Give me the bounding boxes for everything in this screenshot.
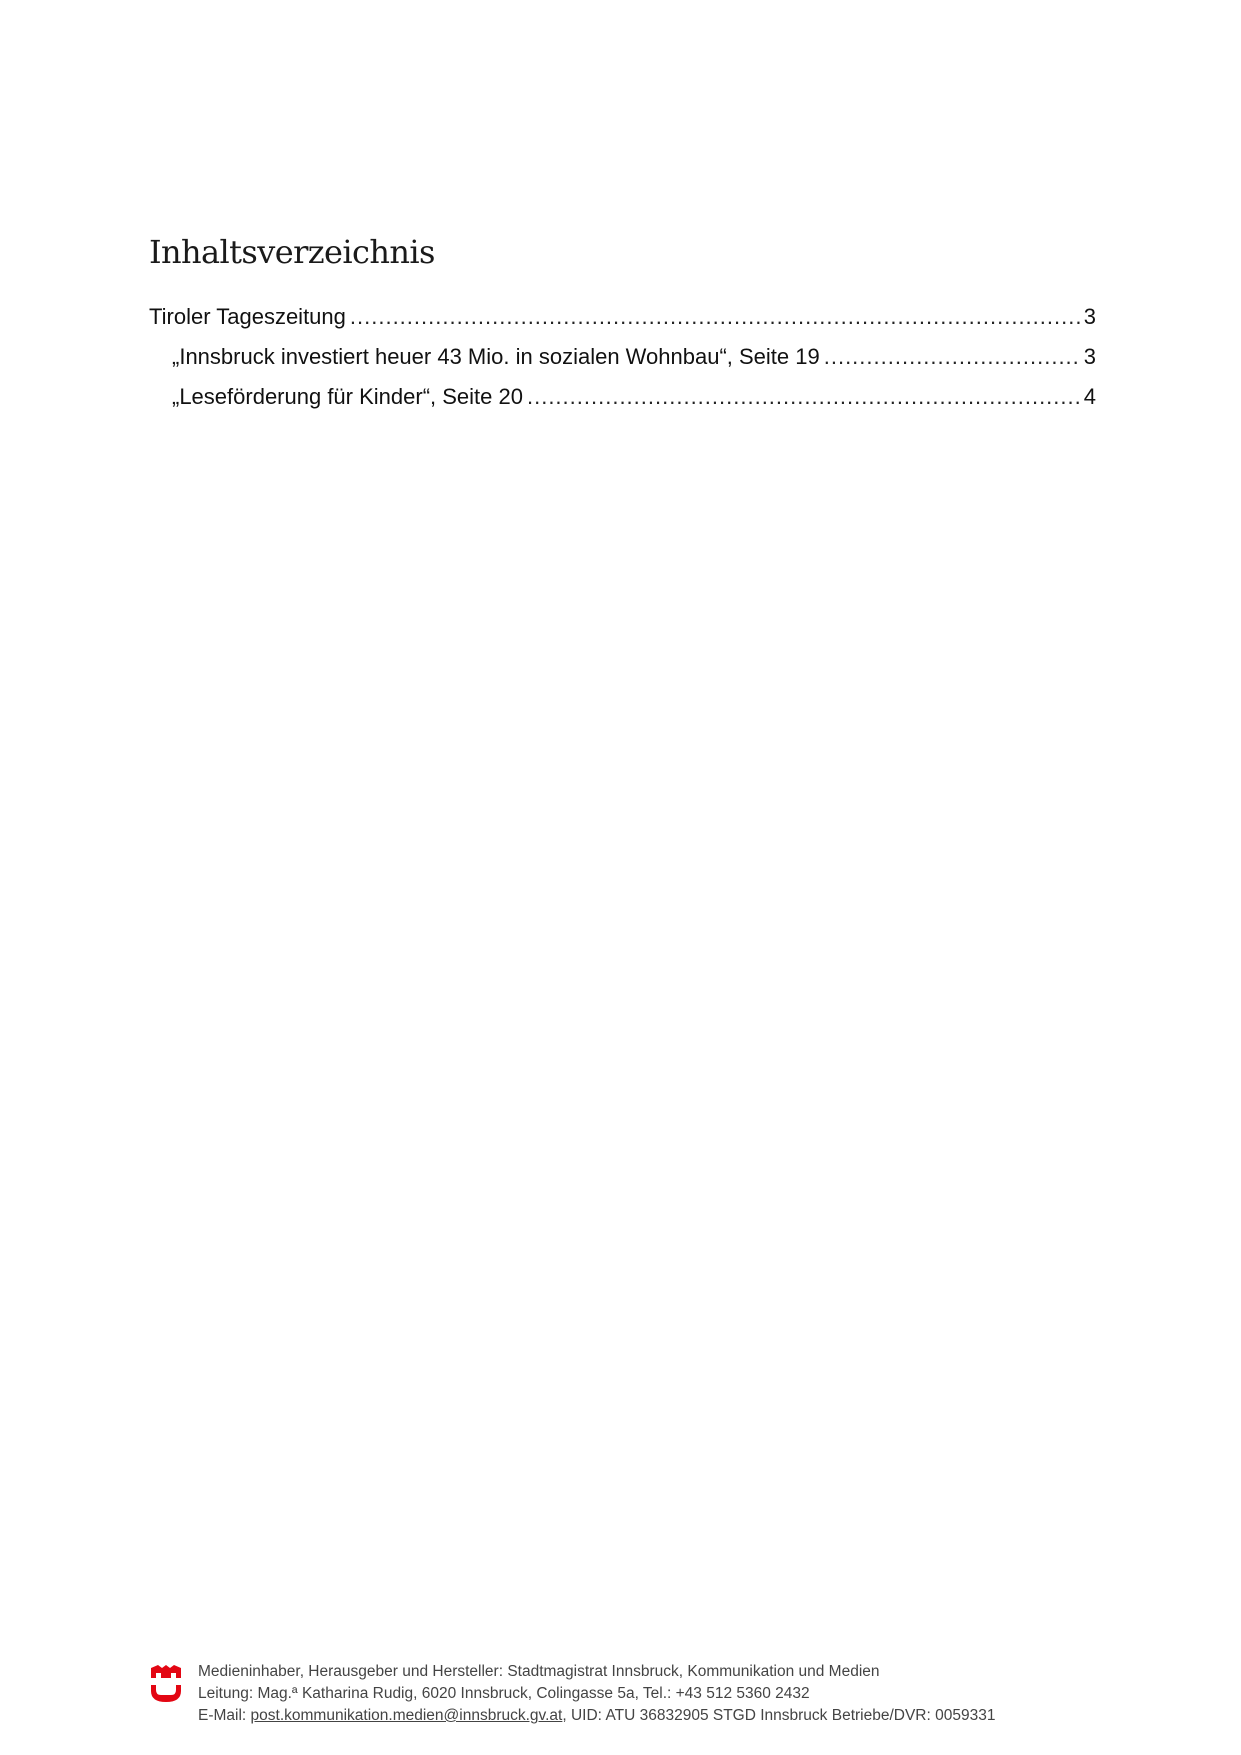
footer-registration-info: , UID: ATU 36832905 STGD Innsbruck Betriebe/DVR: 0059331 [562,1707,996,1724]
footer-email-link[interactable]: post.kommunikation.medien@innsbruck.gv.at [250,1707,563,1724]
toc-page-number: 3 [1083,344,1096,369]
toc-entry-text: Tiroler Tageszeitung [149,304,346,329]
footer-email-label: E-Mail: [198,1707,251,1724]
toc-page-number: 3 [1083,304,1096,329]
innsbruck-logo-icon [149,1664,183,1704]
footer-imprint [198,1661,995,1727]
footer-line-management: Leitung: Mag.ª Katharina Rudig, 6020 Innsbruck, Colingasse 5a, Tel.: +43 512 5360 2432 [198,1685,810,1702]
toc-dot-leader [824,344,1080,370]
toc-entry-text: „Leseförderung für Kinder“, Seite 20 [172,384,523,409]
toc-title: Inhaltsverzeichnis [149,233,435,271]
toc-entry-text: „Innsbruck investiert heuer 43 Mio. in sozialen Wohnbau“, Seite 19 [172,344,820,369]
toc-page-number: 4 [1083,384,1096,409]
page-footer [149,1661,995,1727]
toc-list [149,304,1096,424]
footer-line-publisher: Medieninhaber, Herausgeber und Hersteller: Stadtmagistrat Innsbruck, Kommunikation und Medien [198,1663,880,1680]
toc-entry-lesefoerderung[interactable] [149,384,1096,424]
toc-dot-leader [527,384,1080,410]
toc-entry-wohnbau[interactable] [149,344,1096,384]
toc-entry-tiroler-tageszeitung[interactable] [149,304,1096,344]
toc-dot-leader [350,304,1080,330]
footer-line-contact [198,1705,995,1727]
